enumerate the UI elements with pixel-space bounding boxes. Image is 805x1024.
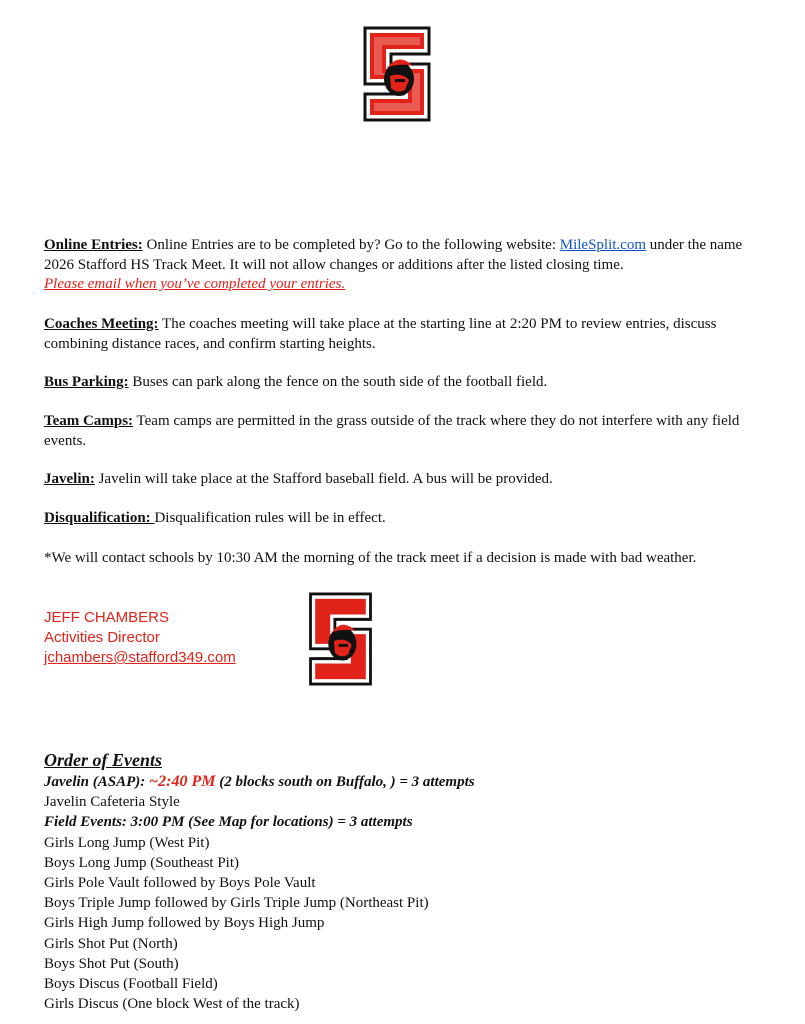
team-camps-section <box>44 412 768 451</box>
coaches-meeting-text: The coaches meeting will take place at the starting line at 2:20 PM to review entries, discuss combining distance races, and confirm starting heights. <box>44 316 717 352</box>
signature-email-link[interactable]: jchambers@stafford349.com <box>44 649 236 666</box>
coaches-meeting-heading: Coaches Meeting: <box>44 316 159 332</box>
event-item: Girls Discus (One block West of the track) <box>44 996 300 1013</box>
disqualification-text: Disqualification rules will be in effect. <box>154 510 386 526</box>
event-item: Boys Long Jump (Southeast Pit) <box>44 854 240 871</box>
milesplit-link[interactable]: MileSplit.com <box>559 237 646 253</box>
signature-block <box>44 608 236 668</box>
team-camps-heading: Team Camps: <box>44 413 134 429</box>
team-camps-text: Team camps are permitted in the grass outside of the track where they do not interfere with any field events. <box>44 413 740 449</box>
javelin-heading: Javelin: <box>44 471 95 487</box>
event-item: Girls High Jump followed by Boys High Jump <box>44 915 325 932</box>
signature-name: JEFF CHAMBERS <box>44 609 170 626</box>
event-item: Boys Discus (Football Field) <box>44 976 218 993</box>
email-entries-note: Please email when you’ve completed your entries. <box>44 276 346 292</box>
spartan-s-logo-small-icon <box>303 590 378 688</box>
online-entries-section <box>44 236 768 295</box>
disqualification-section <box>44 509 768 529</box>
online-entries-heading: Online Entries: <box>44 237 143 253</box>
event-item: Girls Long Jump (West Pit) <box>44 834 210 851</box>
event-item: Girls Pole Vault followed by Boys Pole Vault <box>44 875 316 892</box>
javelin-event-line <box>44 772 764 792</box>
javelin-event-detail: (2 blocks south on Buffalo, ) = 3 attempts <box>215 774 475 790</box>
bus-parking-text: Buses can park along the fence on the south side of the football field. <box>128 374 548 390</box>
event-item: Girls Shot Put (North) <box>44 935 178 952</box>
disqualification-heading: Disqualification: <box>44 510 155 526</box>
online-entries-text-after: under the name 2026 Stafford HS Track Meet. It will not allow changes or additions after the listed closing time. <box>44 237 743 273</box>
javelin-text: Javelin will take place at the Stafford baseball field. A bus will be provided. <box>94 471 553 487</box>
javelin-section <box>44 470 768 490</box>
bus-parking-heading: Bus Parking: <box>44 374 129 390</box>
weather-note: *We will contact schools by 10:30 AM the morning of the track meet if a decision is made with bad weather. <box>44 550 697 566</box>
coaches-meeting-section <box>44 315 768 354</box>
field-events-line: Field Events: 3:00 PM (See Map for locations) = 3 attempts <box>44 814 413 831</box>
javelin-event-label: Javelin (ASAP): <box>44 774 149 790</box>
javelin-style-line: Javelin Cafeteria Style <box>44 794 180 811</box>
event-item: Boys Triple Jump followed by Girls Triple Jump (Northeast Pit) <box>44 895 429 912</box>
signature-title: Activities Director <box>44 629 160 646</box>
event-item: Boys Shot Put (South) <box>44 955 179 972</box>
order-of-events <box>44 748 764 1014</box>
bus-parking-section <box>44 373 768 393</box>
spartan-s-logo-icon <box>357 24 437 124</box>
javelin-event-time: ~2:40 PM <box>149 773 216 790</box>
online-entries-text: Online Entries are to be completed by? Go to the following website: <box>142 237 560 253</box>
order-of-events-title: Order of Events <box>44 750 162 770</box>
